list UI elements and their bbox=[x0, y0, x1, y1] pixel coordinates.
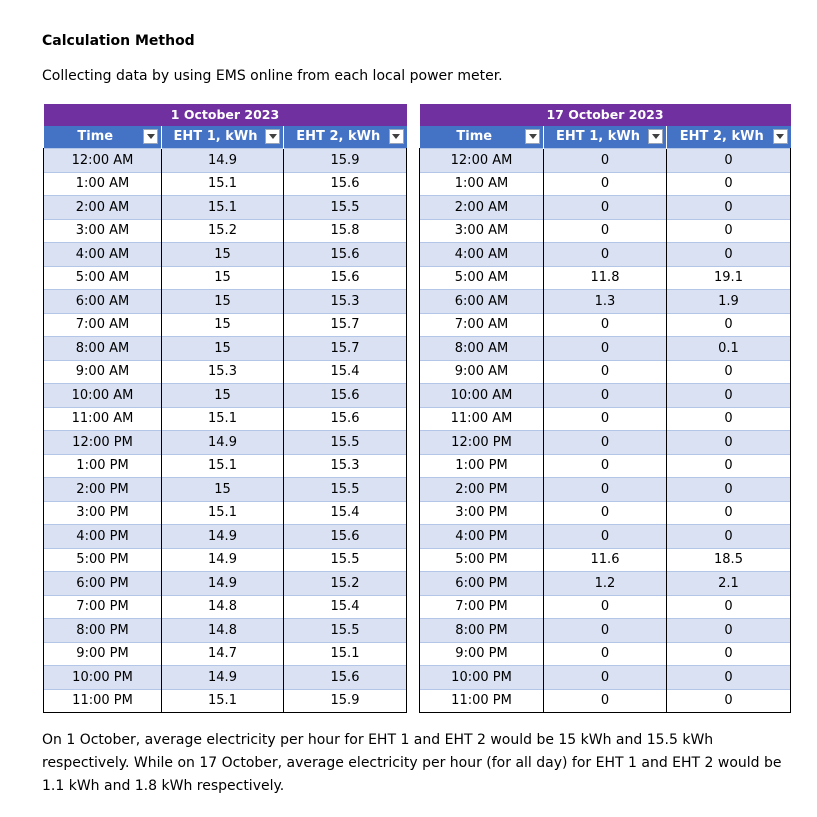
value-cell[interactable]: 0 bbox=[544, 431, 667, 455]
time-cell[interactable]: 1:00 PM bbox=[420, 454, 544, 478]
value-cell[interactable]: 0.1 bbox=[667, 337, 791, 361]
time-cell[interactable]: 12:00 PM bbox=[44, 431, 162, 455]
filter-dropdown-icon[interactable] bbox=[773, 129, 788, 144]
value-cell[interactable]: 0 bbox=[544, 454, 667, 478]
value-cell[interactable]: 15 bbox=[162, 243, 284, 267]
time-cell[interactable]: 7:00 PM bbox=[44, 595, 162, 619]
value-cell[interactable]: 15.3 bbox=[284, 290, 407, 314]
time-cell[interactable]: 8:00 AM bbox=[44, 337, 162, 361]
time-cell[interactable]: 1:00 AM bbox=[44, 172, 162, 196]
time-cell[interactable]: 2:00 PM bbox=[420, 478, 544, 502]
time-cell[interactable]: 8:00 PM bbox=[44, 619, 162, 643]
table-row bbox=[44, 384, 407, 408]
table-row bbox=[420, 172, 791, 196]
value-cell[interactable]: 15.6 bbox=[284, 407, 407, 431]
value-cell[interactable]: 18.5 bbox=[667, 548, 791, 572]
table-row bbox=[420, 454, 791, 478]
time-cell[interactable]: 9:00 AM bbox=[420, 360, 544, 384]
table-row bbox=[420, 196, 791, 220]
value-cell[interactable]: 15.6 bbox=[284, 384, 407, 408]
value-cell[interactable]: 0 bbox=[544, 149, 667, 173]
table-date-title: 17 October 2023 bbox=[420, 104, 791, 126]
value-cell[interactable]: 15.1 bbox=[162, 407, 284, 431]
value-cell[interactable]: 0 bbox=[544, 619, 667, 643]
time-cell[interactable]: 2:00 AM bbox=[44, 196, 162, 220]
value-cell[interactable]: 0 bbox=[544, 525, 667, 549]
value-cell[interactable]: 14.9 bbox=[162, 525, 284, 549]
time-cell[interactable]: 3:00 PM bbox=[420, 501, 544, 525]
value-cell[interactable]: 0 bbox=[667, 172, 791, 196]
time-cell[interactable]: 6:00 PM bbox=[420, 572, 544, 596]
time-cell[interactable]: 12:00 AM bbox=[44, 149, 162, 173]
column-header-time[interactable]: Time bbox=[44, 126, 162, 149]
table-row bbox=[44, 595, 407, 619]
time-cell[interactable]: 11:00 PM bbox=[44, 689, 162, 713]
value-cell[interactable]: 15.5 bbox=[284, 478, 407, 502]
column-header-eht2[interactable]: EHT 2, kWh bbox=[667, 126, 791, 149]
value-cell[interactable]: 15 bbox=[162, 290, 284, 314]
value-cell[interactable]: 0 bbox=[544, 407, 667, 431]
table-row bbox=[44, 290, 407, 314]
value-cell[interactable]: 0 bbox=[667, 196, 791, 220]
value-cell[interactable]: 15.1 bbox=[162, 172, 284, 196]
value-cell[interactable]: 15.8 bbox=[284, 219, 407, 243]
table-row bbox=[44, 219, 407, 243]
value-cell[interactable]: 15 bbox=[162, 313, 284, 337]
value-cell[interactable]: 0 bbox=[544, 384, 667, 408]
time-cell[interactable]: 5:00 PM bbox=[44, 548, 162, 572]
value-cell[interactable]: 0 bbox=[544, 642, 667, 666]
value-cell[interactable]: 0 bbox=[667, 407, 791, 431]
table-17-october bbox=[419, 104, 791, 713]
value-cell[interactable]: 14.9 bbox=[162, 572, 284, 596]
table-row bbox=[44, 407, 407, 431]
value-cell[interactable]: 0 bbox=[667, 478, 791, 502]
table-row bbox=[44, 431, 407, 455]
table-row bbox=[44, 360, 407, 384]
time-cell[interactable]: 7:00 PM bbox=[420, 595, 544, 619]
table-row bbox=[420, 478, 791, 502]
table-row bbox=[44, 478, 407, 502]
time-cell[interactable]: 5:00 PM bbox=[420, 548, 544, 572]
value-cell[interactable]: 0 bbox=[544, 196, 667, 220]
value-cell[interactable]: 15.6 bbox=[284, 525, 407, 549]
table-row bbox=[420, 149, 791, 173]
value-cell[interactable]: 0 bbox=[667, 431, 791, 455]
value-cell[interactable]: 15.1 bbox=[162, 454, 284, 478]
time-cell[interactable]: 11:00 PM bbox=[420, 689, 544, 713]
time-cell[interactable]: 6:00 AM bbox=[44, 290, 162, 314]
time-cell[interactable]: 3:00 PM bbox=[44, 501, 162, 525]
table-date-title: 1 October 2023 bbox=[44, 104, 407, 126]
value-cell[interactable]: 14.9 bbox=[162, 149, 284, 173]
time-cell[interactable]: 10:00 AM bbox=[44, 384, 162, 408]
table-row bbox=[420, 384, 791, 408]
intro-text: Collecting data by using EMS online from each local power meter. bbox=[42, 68, 503, 84]
value-cell[interactable]: 0 bbox=[544, 595, 667, 619]
time-cell[interactable]: 7:00 AM bbox=[44, 313, 162, 337]
value-cell[interactable]: 0 bbox=[667, 219, 791, 243]
value-cell[interactable]: 15.5 bbox=[284, 548, 407, 572]
time-cell[interactable]: 9:00 PM bbox=[44, 642, 162, 666]
value-cell[interactable]: 0 bbox=[667, 501, 791, 525]
time-cell[interactable]: 2:00 AM bbox=[420, 196, 544, 220]
column-header-eht2[interactable]: EHT 2, kWh bbox=[284, 126, 407, 149]
value-cell[interactable]: 15.7 bbox=[284, 337, 407, 361]
time-cell[interactable]: 9:00 PM bbox=[420, 642, 544, 666]
value-cell[interactable]: 15.5 bbox=[284, 196, 407, 220]
time-cell[interactable]: 12:00 PM bbox=[420, 431, 544, 455]
table-row bbox=[420, 501, 791, 525]
value-cell[interactable]: 0 bbox=[667, 666, 791, 690]
table-row bbox=[44, 313, 407, 337]
value-cell[interactable]: 15.6 bbox=[284, 266, 407, 290]
table-row bbox=[420, 666, 791, 690]
value-cell[interactable]: 15.6 bbox=[284, 172, 407, 196]
value-cell[interactable]: 15.1 bbox=[162, 196, 284, 220]
time-cell[interactable]: 1:00 PM bbox=[44, 454, 162, 478]
value-cell[interactable]: 0 bbox=[667, 313, 791, 337]
value-cell[interactable]: 19.1 bbox=[667, 266, 791, 290]
value-cell[interactable]: 15.6 bbox=[284, 243, 407, 267]
value-cell[interactable]: 0 bbox=[544, 172, 667, 196]
table-row bbox=[420, 689, 791, 713]
table-row bbox=[44, 243, 407, 267]
time-cell[interactable]: 6:00 PM bbox=[44, 572, 162, 596]
time-cell[interactable]: 4:00 AM bbox=[420, 243, 544, 267]
value-cell[interactable]: 0 bbox=[544, 360, 667, 384]
column-header-eht1[interactable]: EHT 1, kWh bbox=[162, 126, 284, 149]
value-cell[interactable]: 14.9 bbox=[162, 548, 284, 572]
time-cell[interactable]: 5:00 AM bbox=[420, 266, 544, 290]
value-cell[interactable]: 0 bbox=[667, 384, 791, 408]
summary-text: On 1 October, average electricity per hour for EHT 1 and EHT 2 would be 15 kWh and 15.5 kWh respectively. While on 17 October, average electricity per hour (for all day) for EHT 1 and EHT 2 would be 1.1 kWh and 1.8 kWh respectively. bbox=[42, 732, 782, 794]
value-cell[interactable]: 0 bbox=[544, 501, 667, 525]
value-cell[interactable]: 15.3 bbox=[284, 454, 407, 478]
value-cell[interactable]: 0 bbox=[544, 689, 667, 713]
filter-dropdown-icon[interactable] bbox=[389, 129, 404, 144]
time-cell[interactable]: 3:00 AM bbox=[420, 219, 544, 243]
value-cell[interactable]: 15.1 bbox=[162, 689, 284, 713]
value-cell[interactable]: 0 bbox=[667, 525, 791, 549]
table-row bbox=[420, 595, 791, 619]
value-cell[interactable]: 11.8 bbox=[544, 266, 667, 290]
value-cell[interactable]: 15.9 bbox=[284, 689, 407, 713]
column-header-eht1[interactable]: EHT 1, kWh bbox=[544, 126, 667, 149]
value-cell[interactable]: 15.1 bbox=[162, 501, 284, 525]
table-row bbox=[44, 689, 407, 713]
value-cell[interactable]: 0 bbox=[544, 313, 667, 337]
table-row bbox=[420, 243, 791, 267]
time-cell[interactable]: 4:00 AM bbox=[44, 243, 162, 267]
table-row bbox=[420, 266, 791, 290]
table-row bbox=[420, 619, 791, 643]
table-row bbox=[44, 172, 407, 196]
time-cell[interactable]: 10:00 PM bbox=[44, 666, 162, 690]
value-cell[interactable]: 14.7 bbox=[162, 642, 284, 666]
time-cell[interactable]: 8:00 PM bbox=[420, 619, 544, 643]
value-cell[interactable]: 0 bbox=[667, 689, 791, 713]
value-cell[interactable]: 14.9 bbox=[162, 666, 284, 690]
time-cell[interactable]: 8:00 AM bbox=[420, 337, 544, 361]
table-row bbox=[44, 501, 407, 525]
value-cell[interactable]: 15 bbox=[162, 478, 284, 502]
time-cell[interactable]: 9:00 AM bbox=[44, 360, 162, 384]
value-cell[interactable]: 0 bbox=[667, 454, 791, 478]
table-row bbox=[420, 572, 791, 596]
table-row bbox=[44, 525, 407, 549]
value-cell[interactable]: 15.5 bbox=[284, 431, 407, 455]
value-cell[interactable]: 15.4 bbox=[284, 501, 407, 525]
table-row bbox=[44, 548, 407, 572]
value-cell[interactable]: 1.3 bbox=[544, 290, 667, 314]
time-cell[interactable]: 10:00 AM bbox=[420, 384, 544, 408]
value-cell[interactable]: 0 bbox=[667, 595, 791, 619]
value-cell[interactable]: 15.1 bbox=[284, 642, 407, 666]
value-cell[interactable]: 15.3 bbox=[162, 360, 284, 384]
value-cell[interactable]: 14.9 bbox=[162, 431, 284, 455]
value-cell[interactable]: 0 bbox=[544, 219, 667, 243]
table-row bbox=[44, 666, 407, 690]
value-cell[interactable]: 15.2 bbox=[284, 572, 407, 596]
time-cell[interactable]: 6:00 AM bbox=[420, 290, 544, 314]
table-row bbox=[44, 337, 407, 361]
value-cell[interactable]: 15.2 bbox=[162, 219, 284, 243]
table-row bbox=[420, 290, 791, 314]
value-cell[interactable]: 0 bbox=[667, 360, 791, 384]
table-1-october bbox=[43, 104, 407, 713]
filter-dropdown-icon[interactable] bbox=[648, 129, 663, 144]
section-heading: Calculation Method bbox=[42, 33, 195, 49]
value-cell[interactable]: 15 bbox=[162, 266, 284, 290]
time-cell[interactable]: 7:00 AM bbox=[420, 313, 544, 337]
value-cell[interactable]: 0 bbox=[544, 666, 667, 690]
time-cell[interactable]: 10:00 PM bbox=[420, 666, 544, 690]
table-row bbox=[44, 196, 407, 220]
value-cell[interactable]: 14.8 bbox=[162, 619, 284, 643]
time-cell[interactable]: 5:00 AM bbox=[44, 266, 162, 290]
table-row bbox=[44, 149, 407, 173]
time-cell[interactable]: 1:00 AM bbox=[420, 172, 544, 196]
value-cell[interactable]: 0 bbox=[544, 337, 667, 361]
table-row bbox=[420, 219, 791, 243]
value-cell[interactable]: 15.6 bbox=[284, 666, 407, 690]
value-cell[interactable]: 1.9 bbox=[667, 290, 791, 314]
time-cell[interactable]: 4:00 PM bbox=[420, 525, 544, 549]
value-cell[interactable]: 15 bbox=[162, 337, 284, 361]
table-row bbox=[44, 642, 407, 666]
filter-dropdown-icon[interactable] bbox=[143, 129, 158, 144]
table-row bbox=[420, 360, 791, 384]
value-cell[interactable]: 15.9 bbox=[284, 149, 407, 173]
time-cell[interactable]: 11:00 AM bbox=[44, 407, 162, 431]
table-row bbox=[420, 313, 791, 337]
value-cell[interactable]: 0 bbox=[667, 619, 791, 643]
value-cell[interactable]: 0 bbox=[544, 478, 667, 502]
value-cell[interactable]: 15.7 bbox=[284, 313, 407, 337]
table-row bbox=[420, 407, 791, 431]
column-header-time[interactable]: Time bbox=[420, 126, 544, 149]
table-row bbox=[420, 431, 791, 455]
value-cell[interactable]: 15.5 bbox=[284, 619, 407, 643]
value-cell[interactable]: 15 bbox=[162, 384, 284, 408]
value-cell[interactable]: 14.8 bbox=[162, 595, 284, 619]
table-row bbox=[44, 454, 407, 478]
value-cell[interactable]: 0 bbox=[544, 243, 667, 267]
table-row bbox=[420, 337, 791, 361]
table-row bbox=[420, 548, 791, 572]
time-cell[interactable]: 12:00 AM bbox=[420, 149, 544, 173]
filter-dropdown-icon[interactable] bbox=[265, 129, 280, 144]
time-cell[interactable]: 2:00 PM bbox=[44, 478, 162, 502]
value-cell[interactable]: 1.2 bbox=[544, 572, 667, 596]
value-cell[interactable]: 0 bbox=[667, 149, 791, 173]
time-cell[interactable]: 11:00 AM bbox=[420, 407, 544, 431]
value-cell[interactable]: 0 bbox=[667, 243, 791, 267]
value-cell[interactable]: 2.1 bbox=[667, 572, 791, 596]
value-cell[interactable]: 0 bbox=[667, 642, 791, 666]
time-cell[interactable]: 4:00 PM bbox=[44, 525, 162, 549]
filter-dropdown-icon[interactable] bbox=[525, 129, 540, 144]
value-cell[interactable]: 15.4 bbox=[284, 360, 407, 384]
table-row bbox=[420, 525, 791, 549]
table-row bbox=[44, 572, 407, 596]
table-row bbox=[44, 266, 407, 290]
time-cell[interactable]: 3:00 AM bbox=[44, 219, 162, 243]
table-row bbox=[44, 619, 407, 643]
table-row bbox=[420, 642, 791, 666]
value-cell[interactable]: 15.4 bbox=[284, 595, 407, 619]
value-cell[interactable]: 11.6 bbox=[544, 548, 667, 572]
